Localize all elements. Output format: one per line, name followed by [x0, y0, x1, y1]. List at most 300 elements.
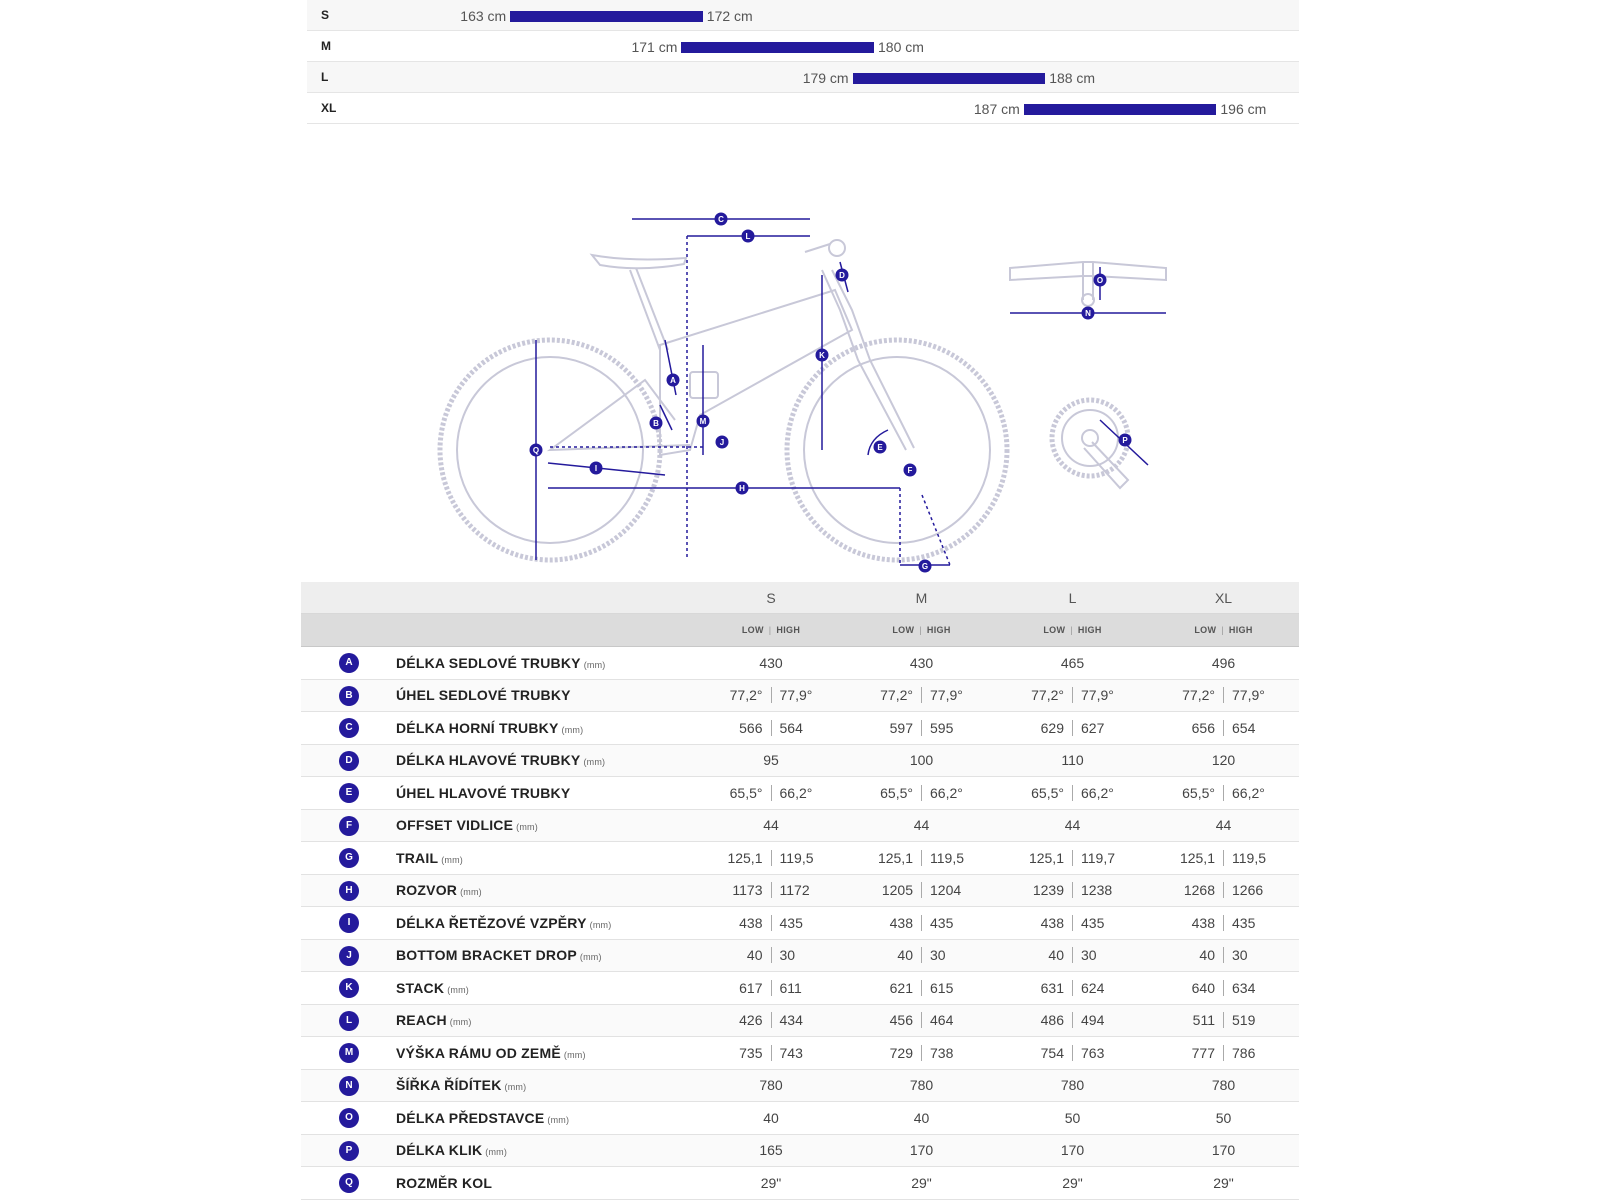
high-value: 66,2° — [1081, 784, 1114, 801]
measurement-value — [1148, 907, 1299, 940]
measurement-name: DÉLKA SEDLOVÉ TRUBKY — [396, 654, 581, 671]
measurement-name: ÚHEL SEDLOVÉ TRUBKY — [396, 687, 571, 704]
measurement-value: 170 — [1148, 1134, 1299, 1167]
high-value: 627 — [1081, 719, 1105, 736]
value-divider — [1223, 850, 1224, 866]
high-value: 464 — [930, 1012, 954, 1029]
svg-text:C: C — [718, 215, 724, 224]
size-range-min: 187 cm — [973, 101, 1020, 117]
measurement-unit: (mm) — [547, 1114, 570, 1125]
high-value: 66,2° — [930, 784, 963, 801]
measurement-value: 40 — [696, 1102, 846, 1135]
size-range-bar — [853, 73, 1046, 84]
diagram-badge-e — [874, 441, 887, 454]
low-value: 438 — [889, 914, 913, 931]
separator: | — [768, 625, 772, 635]
svg-text:D: D — [839, 271, 845, 280]
table-row — [301, 972, 1299, 1005]
measurement-value — [997, 972, 1148, 1005]
value-divider — [771, 687, 772, 703]
measurement-value: 29" — [846, 1167, 997, 1200]
low-value: 629 — [1040, 719, 1064, 736]
high-value: 30 — [930, 947, 946, 964]
measurement-value — [997, 907, 1148, 940]
high-value: 119,5 — [930, 849, 964, 866]
value-divider — [1072, 785, 1073, 801]
diagram-badge-f — [904, 464, 917, 477]
low-value: 511 — [1192, 1012, 1215, 1029]
value-divider — [921, 1012, 922, 1028]
high-value: 624 — [1081, 979, 1105, 996]
measurement-value — [1148, 679, 1299, 712]
high-value: 1238 — [1081, 882, 1113, 899]
value-divider — [1223, 947, 1224, 963]
measurement-value: 44 — [846, 809, 997, 842]
measurement-value: 170 — [997, 1134, 1148, 1167]
svg-text:M: M — [699, 417, 707, 426]
measurement-badge: D — [339, 751, 359, 771]
measurement-value: 170 — [846, 1134, 997, 1167]
size-range-max: 180 cm — [878, 39, 924, 55]
measurement-value — [997, 874, 1148, 907]
table-row — [301, 712, 1299, 745]
measurement-badge: O — [339, 1108, 359, 1128]
size-range-min: 179 cm — [802, 70, 849, 86]
measurement-badge: B — [339, 686, 359, 706]
table-row — [301, 647, 1299, 680]
diagram-badge-k — [816, 349, 829, 362]
svg-text:P: P — [1122, 436, 1128, 445]
low-high-header — [846, 614, 997, 647]
measurement-value: 40 — [846, 1102, 997, 1135]
size-range-label: XL — [321, 101, 337, 115]
bike-drawing — [0, 190, 1600, 580]
measurement-value — [696, 939, 846, 972]
measurement-badge: K — [339, 978, 359, 998]
high-value: 30 — [1232, 947, 1248, 964]
low-value: 125,1 — [727, 849, 763, 866]
svg-text:E: E — [877, 443, 883, 452]
svg-text:Q: Q — [532, 446, 540, 455]
high-value: 66,2° — [779, 784, 813, 801]
high-value: 595 — [930, 719, 954, 736]
low-value: 1205 — [881, 882, 913, 899]
high-label: HIGH — [776, 625, 801, 635]
measurement-unit: (mm) — [449, 1017, 472, 1028]
measurement-value — [846, 842, 997, 875]
size-range-bar — [510, 11, 703, 22]
size-range-label: L — [321, 70, 329, 84]
table-row — [301, 1102, 1299, 1135]
measurement-value: 44 — [997, 809, 1148, 842]
value-divider — [921, 980, 922, 996]
measurement-value: 50 — [1148, 1102, 1299, 1135]
high-value: 77,9° — [779, 687, 813, 704]
low-value: 40 — [1199, 947, 1215, 964]
value-divider — [771, 915, 772, 931]
measurement-name: ŠÍŘKA ŘÍDÍTEK — [396, 1077, 502, 1094]
size-range-row — [307, 62, 1299, 93]
low-value: 621 — [889, 979, 913, 996]
value-divider — [1072, 915, 1073, 931]
table-row — [301, 1134, 1299, 1167]
measurement-value: 780 — [997, 1069, 1148, 1102]
low-value: 125,1 — [877, 849, 913, 866]
table-row — [301, 679, 1299, 712]
diagram-badge-b — [650, 417, 663, 430]
high-value: 564 — [779, 719, 803, 736]
size-range-row — [307, 31, 1299, 62]
measurement-name: DÉLKA HLAVOVÉ TRUBKY — [396, 752, 581, 769]
measurement-value — [696, 712, 846, 745]
size-header-xl: XL — [1148, 582, 1299, 614]
diagram-badge-j — [716, 436, 729, 449]
measurement-badge: L — [339, 1011, 359, 1031]
separator: | — [919, 625, 922, 635]
measurement-value — [696, 907, 846, 940]
value-divider — [1072, 1012, 1073, 1028]
measurement-badge: P — [339, 1141, 359, 1161]
low-label: LOW — [1194, 625, 1217, 635]
value-divider — [1072, 980, 1073, 996]
high-value: 77,9° — [930, 687, 963, 704]
diagram-badge-l — [742, 230, 755, 243]
high-value: 1266 — [1232, 882, 1264, 899]
size-header-l: L — [997, 582, 1148, 614]
high-value: 1172 — [779, 882, 810, 899]
svg-text:I: I — [594, 464, 598, 473]
low-value: 656 — [1191, 719, 1215, 736]
measurement-value: 780 — [846, 1069, 997, 1102]
high-value: 435 — [779, 914, 803, 931]
measurement-value — [846, 679, 997, 712]
measurement-unit: (mm) — [583, 659, 606, 670]
size-range-row — [307, 93, 1299, 124]
measurement-value: 44 — [1148, 809, 1299, 842]
measurement-value — [846, 1037, 997, 1070]
measurement-value — [1148, 1004, 1299, 1037]
measurement-value — [997, 777, 1148, 810]
high-label: HIGH — [926, 625, 951, 635]
measurement-value — [846, 972, 997, 1005]
svg-text:K: K — [819, 351, 825, 360]
low-value: 777 — [1191, 1044, 1215, 1061]
measurement-value — [997, 939, 1148, 972]
low-label: LOW — [1043, 625, 1066, 635]
value-divider — [1223, 1045, 1224, 1061]
measurement-value — [1148, 777, 1299, 810]
measurement-value: 44 — [696, 809, 846, 842]
bike-frame — [440, 240, 1007, 560]
measurement-name: DÉLKA PŘEDSTAVCE — [396, 1109, 545, 1126]
table-row — [301, 907, 1299, 940]
high-value: 634 — [1232, 979, 1256, 996]
measurement-value — [696, 1037, 846, 1070]
table-row — [301, 1004, 1299, 1037]
table-row — [301, 777, 1299, 810]
measurement-name: ROZVOR — [396, 882, 458, 899]
measurement-unit: (mm) — [589, 919, 612, 930]
measurement-value — [846, 907, 997, 940]
high-value: 77,9° — [1232, 687, 1265, 704]
low-value: 125,1 — [1179, 849, 1215, 866]
measurement-value: 780 — [1148, 1069, 1299, 1102]
measurement-value — [846, 874, 997, 907]
measurement-name: REACH — [396, 1012, 447, 1029]
low-value: 65,5° — [1182, 784, 1215, 801]
size-range-bar — [1024, 104, 1217, 115]
measurement-value: 120 — [1148, 744, 1299, 777]
high-value: 30 — [1081, 947, 1097, 964]
diagram-badge-d — [836, 269, 849, 282]
measurement-value — [1148, 712, 1299, 745]
value-divider — [1223, 785, 1224, 801]
table-row — [301, 939, 1299, 972]
measurement-badge: J — [339, 946, 359, 966]
measurement-name: BOTTOM BRACKET DROP — [396, 947, 577, 964]
measurement-name: ÚHEL HLAVOVÉ TRUBKY — [396, 784, 571, 801]
measurement-value — [696, 777, 846, 810]
table-row — [301, 1167, 1299, 1200]
measurement-value: 780 — [696, 1069, 846, 1102]
measurement-value: 29" — [997, 1167, 1148, 1200]
size-range-label: M — [321, 39, 331, 53]
value-divider — [771, 720, 772, 736]
high-value: 615 — [930, 979, 954, 996]
diagram-badge-g — [919, 560, 932, 573]
measurement-unit: (mm) — [441, 854, 464, 865]
diagram-badge-a — [667, 374, 680, 387]
high-value: 738 — [930, 1044, 954, 1061]
measurement-value — [997, 1037, 1148, 1070]
low-value: 77,2° — [1031, 687, 1064, 704]
measurement-badge: G — [339, 848, 359, 868]
table-row — [301, 1069, 1299, 1102]
svg-text:N: N — [1085, 309, 1091, 318]
low-value: 631 — [1040, 979, 1064, 996]
value-divider — [1072, 687, 1073, 703]
low-value: 426 — [739, 1012, 763, 1029]
measurement-unit: (mm) — [561, 724, 584, 735]
low-high-header — [696, 614, 846, 647]
high-value: 1204 — [930, 882, 962, 899]
high-value: 494 — [1081, 1012, 1105, 1029]
low-value: 125,1 — [1028, 849, 1064, 866]
low-label: LOW — [892, 625, 915, 635]
separator: | — [1221, 625, 1224, 635]
svg-text:L: L — [745, 232, 751, 241]
measurement-value — [1148, 939, 1299, 972]
low-value: 77,2° — [1182, 687, 1215, 704]
measurement-value: 465 — [997, 647, 1148, 680]
low-high-header — [1148, 614, 1299, 647]
value-divider — [1223, 915, 1224, 931]
measurement-value: 29" — [696, 1167, 846, 1200]
high-value: 119,5 — [1232, 849, 1266, 866]
measurement-value — [997, 842, 1148, 875]
low-value: 438 — [1191, 914, 1215, 931]
size-header-m: M — [846, 582, 997, 614]
diagram-badge-i — [590, 462, 603, 475]
low-value: 40 — [746, 947, 763, 964]
measurement-value: 430 — [696, 647, 846, 680]
measurement-value — [1148, 874, 1299, 907]
measurement-badge: E — [339, 783, 359, 803]
low-value: 566 — [739, 719, 763, 736]
measurement-unit: (mm) — [460, 887, 482, 898]
low-value: 1239 — [1032, 882, 1064, 899]
measurement-name: VÝŠKA RÁMU OD ZEMĚ — [396, 1044, 561, 1061]
table-row — [301, 874, 1299, 907]
low-value: 40 — [897, 947, 913, 964]
low-high-header-row — [301, 614, 1299, 647]
high-value: 435 — [1232, 914, 1256, 931]
high-value: 763 — [1081, 1044, 1105, 1061]
diagram-badge-c — [715, 213, 728, 226]
diagram-badge-p — [1119, 434, 1132, 447]
measurement-value — [997, 1004, 1148, 1037]
high-value: 743 — [779, 1044, 803, 1061]
low-value: 640 — [1191, 979, 1215, 996]
value-divider — [771, 1045, 772, 1061]
measurement-value — [1148, 972, 1299, 1005]
high-value: 654 — [1232, 719, 1256, 736]
measurement-value: 100 — [846, 744, 997, 777]
separator: | — [1070, 625, 1073, 635]
low-value: 597 — [889, 719, 913, 736]
value-divider — [921, 882, 922, 898]
svg-text:A: A — [670, 376, 676, 385]
high-value: 434 — [779, 1012, 803, 1029]
high-value: 119,5 — [779, 849, 814, 866]
value-divider — [1223, 1012, 1224, 1028]
measurement-value: 50 — [997, 1102, 1148, 1135]
size-range-row — [307, 0, 1299, 31]
measurement-badge: C — [339, 718, 359, 738]
low-value: 65,5° — [729, 784, 763, 801]
crank-drawing — [1052, 400, 1128, 488]
svg-text:H: H — [739, 484, 745, 493]
value-divider — [921, 1045, 922, 1061]
value-divider — [1072, 1045, 1073, 1061]
measurement-value: 430 — [846, 647, 997, 680]
low-value: 456 — [889, 1012, 913, 1029]
measurement-name: DÉLKA KLIK — [396, 1142, 483, 1159]
svg-text:O: O — [1096, 276, 1104, 285]
size-header-row — [301, 582, 1299, 614]
measurement-value — [1148, 1037, 1299, 1070]
measurement-value: 29" — [1148, 1167, 1299, 1200]
size-range-chart — [307, 0, 1299, 124]
low-value: 735 — [739, 1044, 763, 1061]
low-value: 1268 — [1183, 882, 1215, 899]
low-label: LOW — [741, 625, 764, 635]
low-value: 65,5° — [1031, 784, 1064, 801]
handlebar-drawing — [1010, 262, 1166, 306]
value-divider — [1072, 947, 1073, 963]
size-range-max: 172 cm — [706, 8, 753, 24]
low-value: 438 — [739, 914, 763, 931]
low-value: 1173 — [732, 882, 763, 899]
diagram-badge-h — [736, 482, 749, 495]
measurement-value — [696, 1004, 846, 1037]
geometry-table-body — [301, 647, 1299, 1200]
measurement-value — [846, 939, 997, 972]
high-value: 611 — [779, 979, 802, 996]
value-divider — [1072, 850, 1073, 866]
measurement-value: 496 — [1148, 647, 1299, 680]
diagram-badge-n — [1082, 307, 1095, 320]
low-value: 729 — [889, 1044, 913, 1061]
value-divider — [1223, 720, 1224, 736]
high-value: 77,9° — [1081, 687, 1114, 704]
measurement-value — [997, 712, 1148, 745]
value-divider — [921, 915, 922, 931]
high-value: 435 — [1081, 914, 1105, 931]
low-value: 40 — [1048, 947, 1064, 964]
high-value: 119,7 — [1081, 849, 1115, 866]
measurement-value: 110 — [997, 744, 1148, 777]
low-value: 486 — [1040, 1012, 1064, 1029]
diagram-badge-m — [697, 415, 710, 428]
measurement-badge: M — [339, 1043, 359, 1063]
low-value: 754 — [1040, 1044, 1064, 1061]
low-value: 438 — [1040, 914, 1064, 931]
measurement-value — [696, 972, 846, 1005]
high-value: 66,2° — [1232, 784, 1265, 801]
value-divider — [1072, 882, 1073, 898]
measurement-value — [846, 777, 997, 810]
geometry-diagram — [0, 190, 1600, 580]
size-range-max: 188 cm — [1049, 70, 1096, 86]
svg-text:B: B — [653, 419, 659, 428]
value-divider — [921, 785, 922, 801]
measurement-badge: Q — [339, 1173, 359, 1193]
measurement-value — [846, 1004, 997, 1037]
high-label: HIGH — [1228, 625, 1253, 635]
size-range-label: S — [321, 8, 330, 22]
value-divider — [1072, 720, 1073, 736]
table-row — [301, 1037, 1299, 1070]
measurement-badge: A — [339, 653, 359, 673]
low-value: 65,5° — [880, 784, 913, 801]
size-range-max: 196 cm — [1220, 101, 1267, 117]
svg-text:G: G — [921, 562, 929, 571]
high-label: HIGH — [1077, 625, 1102, 635]
low-value: 77,2° — [729, 687, 763, 704]
measurement-value — [1148, 842, 1299, 875]
measurement-badge: I — [339, 913, 359, 933]
value-divider — [771, 785, 772, 801]
svg-text:J: J — [719, 438, 725, 447]
low-value: 77,2° — [880, 687, 913, 704]
measurement-value — [846, 712, 997, 745]
measurement-unit: (mm) — [504, 1082, 527, 1093]
value-divider — [771, 980, 772, 996]
measurement-badge: N — [339, 1076, 359, 1096]
measurement-name: DÉLKA HORNÍ TRUBKY — [396, 719, 559, 736]
value-divider — [1223, 882, 1224, 898]
geometry-table — [301, 582, 1299, 1200]
high-value: 519 — [1232, 1012, 1256, 1029]
measurement-name: ROZMĚR KOL — [396, 1174, 493, 1191]
high-value: 786 — [1232, 1044, 1256, 1061]
value-divider — [921, 850, 922, 866]
measurement-value — [696, 842, 846, 875]
measurement-name: TRAIL — [396, 849, 439, 866]
low-high-header — [997, 614, 1148, 647]
size-header-s: S — [696, 582, 846, 614]
